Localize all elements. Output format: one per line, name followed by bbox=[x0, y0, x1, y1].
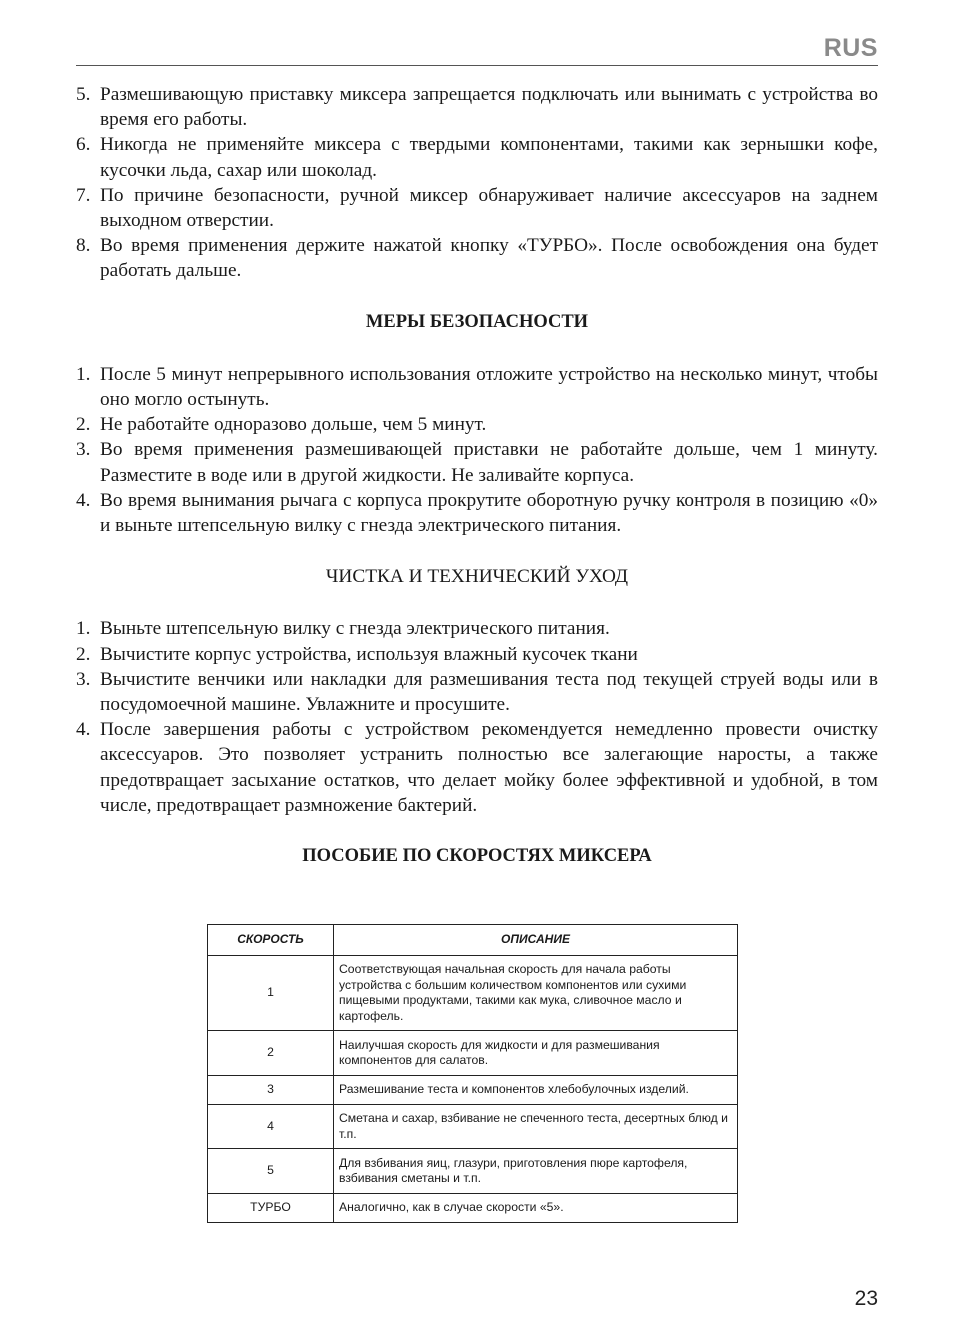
safety-list bbox=[76, 362, 878, 538]
description-cell: Сметана и сахар, взбивание не спеченного теста, десертных блюд и т.п. bbox=[334, 1105, 738, 1149]
list-item: 8. Во время применения держите нажатой кнопку «ТУРБО». После освобождения она будет работать дальше. bbox=[76, 235, 878, 282]
description-cell: Соответствующая начальная скорость для начала работы устройства с большим количеством компонентов или сухими пищевыми продуктами, такими как мука, сливочное масло и картофель. bbox=[334, 956, 738, 1031]
description-cell: Аналогично, как в случае скорости «5». bbox=[334, 1194, 738, 1223]
list-item: 1. После 5 минут непрерывного использования отложите устройство на несколько минут, чтобы оно могло остынуть. bbox=[76, 363, 878, 411]
description-cell: Для взбивания яиц, глазури, приготовления пюре картофеля, взбивания сметаны и т.п. bbox=[334, 1149, 738, 1194]
table-row bbox=[208, 1105, 738, 1149]
table-row bbox=[208, 1194, 738, 1223]
speed-cell: ТУРБО bbox=[208, 1194, 334, 1223]
header-divider bbox=[76, 65, 878, 66]
table-header-row bbox=[208, 925, 738, 956]
list-item: 1. Выньте штепсельную вилку с гнезда электрического питания. bbox=[76, 618, 610, 640]
speed-cell: 4 bbox=[208, 1105, 334, 1149]
list-item: 3. Во время применения размешивающей приставки не работайте дольше, чем 1 минуту. Разместите в воде или в другой жидкости. Не заливайте корпуса. bbox=[76, 439, 878, 486]
description-cell: Наилучшая скорость для жидкости и для размешивания компонентов для салатов. bbox=[334, 1031, 738, 1076]
list-item: 6. Никогда не применяйте миксера с твердыми компонентами, такими как зернышки кофе, кусочки льда, сахар или шоколад. bbox=[76, 134, 878, 181]
page-content bbox=[76, 82, 878, 896]
language-label: RUS bbox=[823, 34, 878, 62]
speed-table bbox=[207, 924, 738, 1223]
speed-column-header: СКОРОСТЬ bbox=[208, 925, 334, 956]
list-item: 2. Вычистите корпус устройства, используя влажный кусочек ткани bbox=[76, 643, 638, 665]
description-column-header: ОПИСАНИЕ bbox=[334, 925, 738, 956]
table-row bbox=[208, 956, 738, 1031]
speed-cell: 2 bbox=[208, 1031, 334, 1076]
list-item: 3. Вычистите венчики или накладки для размешивания теста под текущей струей воды или в посудомоечной машине. Увлажните и просушите. bbox=[76, 668, 878, 716]
usage-list bbox=[76, 82, 878, 284]
page-number: 23 bbox=[854, 1287, 878, 1310]
speeds-heading: ПОСОБИЕ ПО СКОРОСТЯХ МИКСЕРА bbox=[302, 846, 652, 867]
speed-cell: 3 bbox=[208, 1076, 334, 1105]
list-item: 5. Размешивающую приставку миксера запрещается подключать или вынимать с устройства во время его работы. bbox=[76, 84, 878, 131]
cleaning-heading: ЧИСТКА И ТЕХНИЧЕСКИЙ УХОД bbox=[325, 566, 629, 588]
list-item: 4. Во время вынимания рычага с корпуса прокрутите оборотную ручку контроля в позицию «0» и выньте штепсельную вилку с гнезда электрического питания. bbox=[76, 489, 878, 537]
cleaning-list bbox=[76, 616, 878, 818]
list-item: 4. После завершения работы с устройством рекомендуется немедленно провести очистку аксессуаров. Это позволяет устранить полностью все залегающие наросты, а также предотвращает засыхание остатков, что делает мойку более эффективной и удобной, в том числе, предотвращает размножение бактерий. bbox=[76, 719, 878, 816]
table-row bbox=[208, 1076, 738, 1105]
description-cell: Размешивание теста и компонентов хлебобулочных изделий. bbox=[334, 1076, 738, 1105]
speed-cell: 5 bbox=[208, 1149, 334, 1194]
list-item: 2. Не работайте одноразово дольше, чем 5 минут. bbox=[76, 414, 487, 436]
list-item: 7. По причине безопасности, ручной миксер обнаруживает наличие аксессуаров на заднем выходном отверстии. bbox=[76, 184, 878, 232]
table-row bbox=[208, 1031, 738, 1076]
safety-heading: МЕРЫ БЕЗОПАСНОСТИ bbox=[365, 311, 589, 332]
speed-cell: 1 bbox=[208, 956, 334, 1031]
table-row bbox=[208, 1149, 738, 1194]
